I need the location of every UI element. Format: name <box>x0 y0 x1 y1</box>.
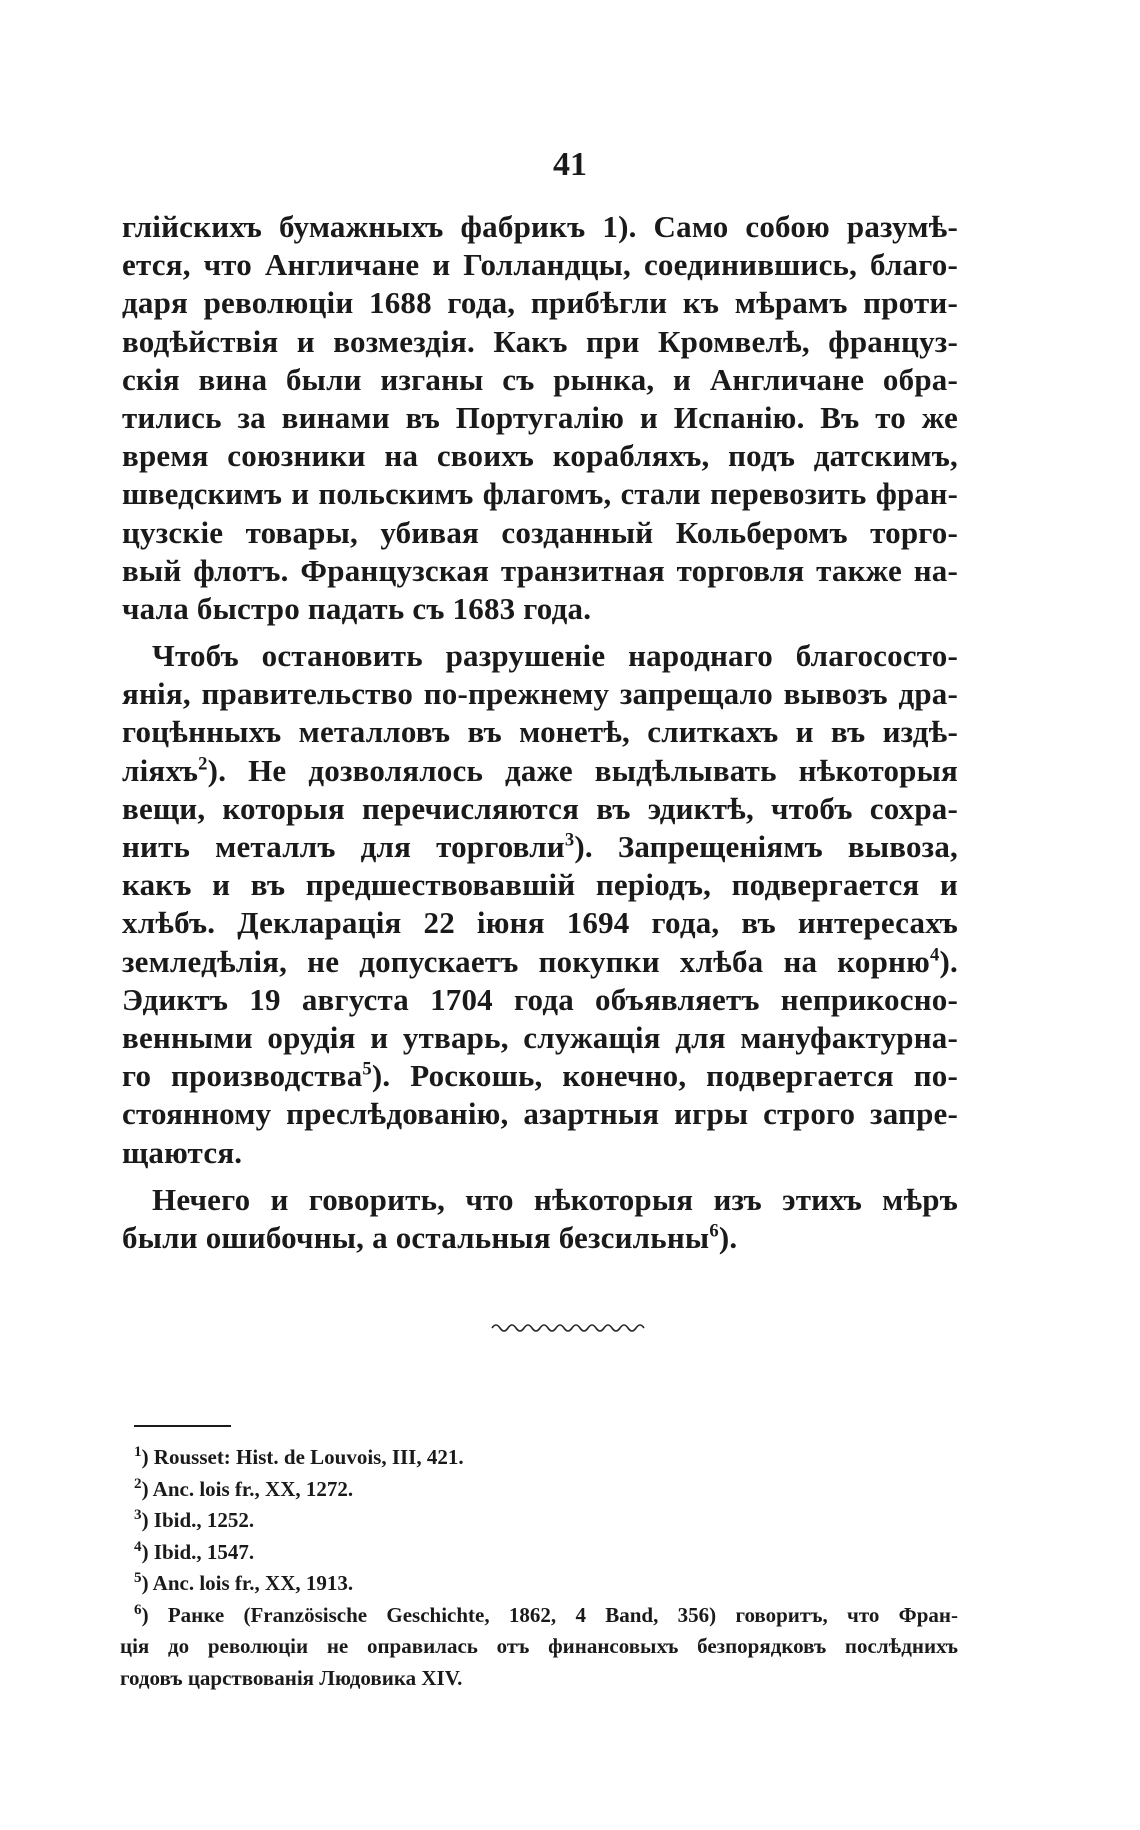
text-line-content: нить металлъ для торговли <box>122 829 565 864</box>
text-line <box>122 943 958 981</box>
text-line <box>122 323 958 361</box>
text-line-content: какъ и въ предшествовавшій періодъ, подвергается и <box>122 867 958 903</box>
text-line-continuation: ). Запрещеніямъ вывоза, <box>574 829 958 864</box>
footnote-text: ) Rousset: Hist. de Louvois, III, 421. <box>141 1445 464 1469</box>
footnote-reference: 3 <box>564 829 575 851</box>
text-line <box>122 284 958 322</box>
footnote-text: ) Ibid., 1252. <box>141 1508 255 1532</box>
footnote-item <box>134 1442 958 1474</box>
text-line <box>122 552 958 590</box>
text-line <box>122 437 958 475</box>
text-line <box>122 904 958 942</box>
text-line <box>122 1095 958 1133</box>
footnote-separator <box>134 1425 231 1427</box>
footnote-text: ) Ранке (Französische Geschichte, 1862, 4 Band, 356) говоритъ, что Фран- <box>141 1602 958 1627</box>
footnote-item <box>120 1663 958 1695</box>
footnote-reference: 2 <box>198 753 208 775</box>
wavy-line-ornament <box>490 1318 650 1338</box>
text-line-content: были ошибочны, а остальныя безсильны <box>122 1219 710 1255</box>
text-line <box>122 208 958 246</box>
footnote-text: ) Ibid., 1547. <box>141 1539 255 1564</box>
text-line <box>122 675 958 713</box>
footnote-number: 4 <box>134 1538 142 1555</box>
footnote-number: 2 <box>134 1475 142 1492</box>
text-line-content: вый флотъ. Французская транзитная торговля также на- <box>122 552 958 588</box>
text-line-content: тились за винами въ Португалію и Испанію. Въ то же <box>122 399 958 435</box>
text-line-continuation: ). <box>718 1219 738 1255</box>
footnote-number: 3 <box>134 1507 142 1523</box>
text-line <box>122 828 958 866</box>
text-line-content: стоянному преслѣдованію, азартныя игры строго запре- <box>122 1096 958 1132</box>
footnote-item <box>134 1537 958 1569</box>
text-line-content: скія вина были изганы съ рынка, и Англичане обра- <box>122 361 958 397</box>
text-line-content: Чтобъ остановить разрушеніе народнаго благососто- <box>152 638 958 674</box>
footnote-number: 5 <box>134 1570 142 1586</box>
text-line-content: хлѣбъ. Декларація 22 іюня 1694 года, въ интересахъ <box>122 905 958 941</box>
footnote-item <box>134 1600 958 1632</box>
text-line-content: земледѣлія, не допускаетъ покупки хлѣба на корню <box>122 943 931 979</box>
text-line-continuation: ). <box>939 943 958 979</box>
text-line-content: время союзники на своихъ корабляхъ, подъ датскимъ, <box>122 438 958 474</box>
text-line-content: вещи, которыя перечисляются въ эдиктѣ, чтобъ сохра- <box>122 790 958 826</box>
text-line-content: венными орудія и утварь, служащія для мануфактурна- <box>122 1019 958 1055</box>
footnote-text: ) Anc. lois fr., XX, 1913. <box>141 1571 354 1595</box>
text-line <box>122 866 958 904</box>
text-line-content: Нечего и говорить, что нѣкоторыя изъ этихъ мѣръ <box>152 1181 958 1217</box>
text-line-content: щаются. <box>122 1134 243 1170</box>
text-line-content: шведскимъ и польскимъ флагомъ, стали перевозить фран- <box>122 477 958 512</box>
footnote-reference: 6 <box>709 1220 719 1242</box>
footnote-text: ція до революціи не оправилась отъ финансовыхъ безпорядковъ послѣднихъ <box>120 1634 958 1658</box>
footnote-item <box>120 1631 958 1663</box>
text-line-content: ется, что Англичане и Голландцы, соединившись, благо- <box>122 247 958 283</box>
text-line-continuation: ). Роскошь, конечно, подвергается по- <box>371 1058 959 1094</box>
text-line <box>122 1181 958 1219</box>
text-line-content: гоцѣнныхъ металловъ въ монетѣ, слиткахъ и въ издѣ- <box>122 714 958 750</box>
text-line <box>122 246 958 284</box>
footnote-reference: 5 <box>362 1058 372 1080</box>
text-line-content: го производства <box>122 1058 363 1094</box>
text-line-content: янія, правительство по-прежнему запрещало вывозъ дра- <box>122 676 958 712</box>
footnote-number: 1 <box>134 1444 142 1460</box>
section-end-ornament <box>0 1318 1140 1338</box>
text-line <box>122 1219 958 1257</box>
text-line-content: ліяхъ <box>122 752 199 788</box>
main-text <box>122 208 958 1257</box>
text-line <box>122 399 958 437</box>
text-line <box>122 475 958 513</box>
page-number: 41 <box>553 146 587 183</box>
text-line <box>122 713 958 751</box>
text-line-content: чала быстро падать съ 1683 года. <box>122 590 592 626</box>
text-line-content: водѣйствія и возмездія. Какъ при Кромвелѣ, француз- <box>122 323 958 359</box>
footnote-text: годовъ царствованія Людовика XIV. <box>120 1665 463 1690</box>
footnote-number: 6 <box>134 1601 142 1618</box>
text-line-content: цузскіе товары, убивая созданный Кольберомъ торго- <box>122 514 958 550</box>
text-line <box>122 637 958 675</box>
text-line <box>122 790 958 828</box>
footnote-item <box>134 1568 958 1600</box>
footnote-reference: 4 <box>930 944 940 966</box>
text-line <box>122 590 958 628</box>
text-line-continuation: ). Не дозволялось даже выдѣлывать нѣкоторыя <box>207 752 958 788</box>
footnote-item <box>134 1505 958 1537</box>
text-line <box>122 752 958 790</box>
text-line <box>122 981 958 1019</box>
text-line-content: даря революціи 1688 года, прибѣгли къ мѣрамъ проти- <box>122 285 958 321</box>
text-line-content: Эдиктъ 19 августа 1704 года объявляетъ неприкосно- <box>122 981 958 1017</box>
footnotes <box>120 1442 958 1694</box>
text-line <box>122 514 958 552</box>
text-line <box>122 1057 958 1095</box>
text-line <box>122 1134 958 1172</box>
text-line <box>122 1019 958 1057</box>
text-line-content: глійскихъ бумажныхъ фабрикъ 1). Само собою разумѣ- <box>122 209 958 244</box>
footnote-text: ) Anc. lois fr., XX, 1272. <box>141 1476 354 1501</box>
footnote-item <box>134 1474 958 1506</box>
text-line <box>122 361 958 399</box>
